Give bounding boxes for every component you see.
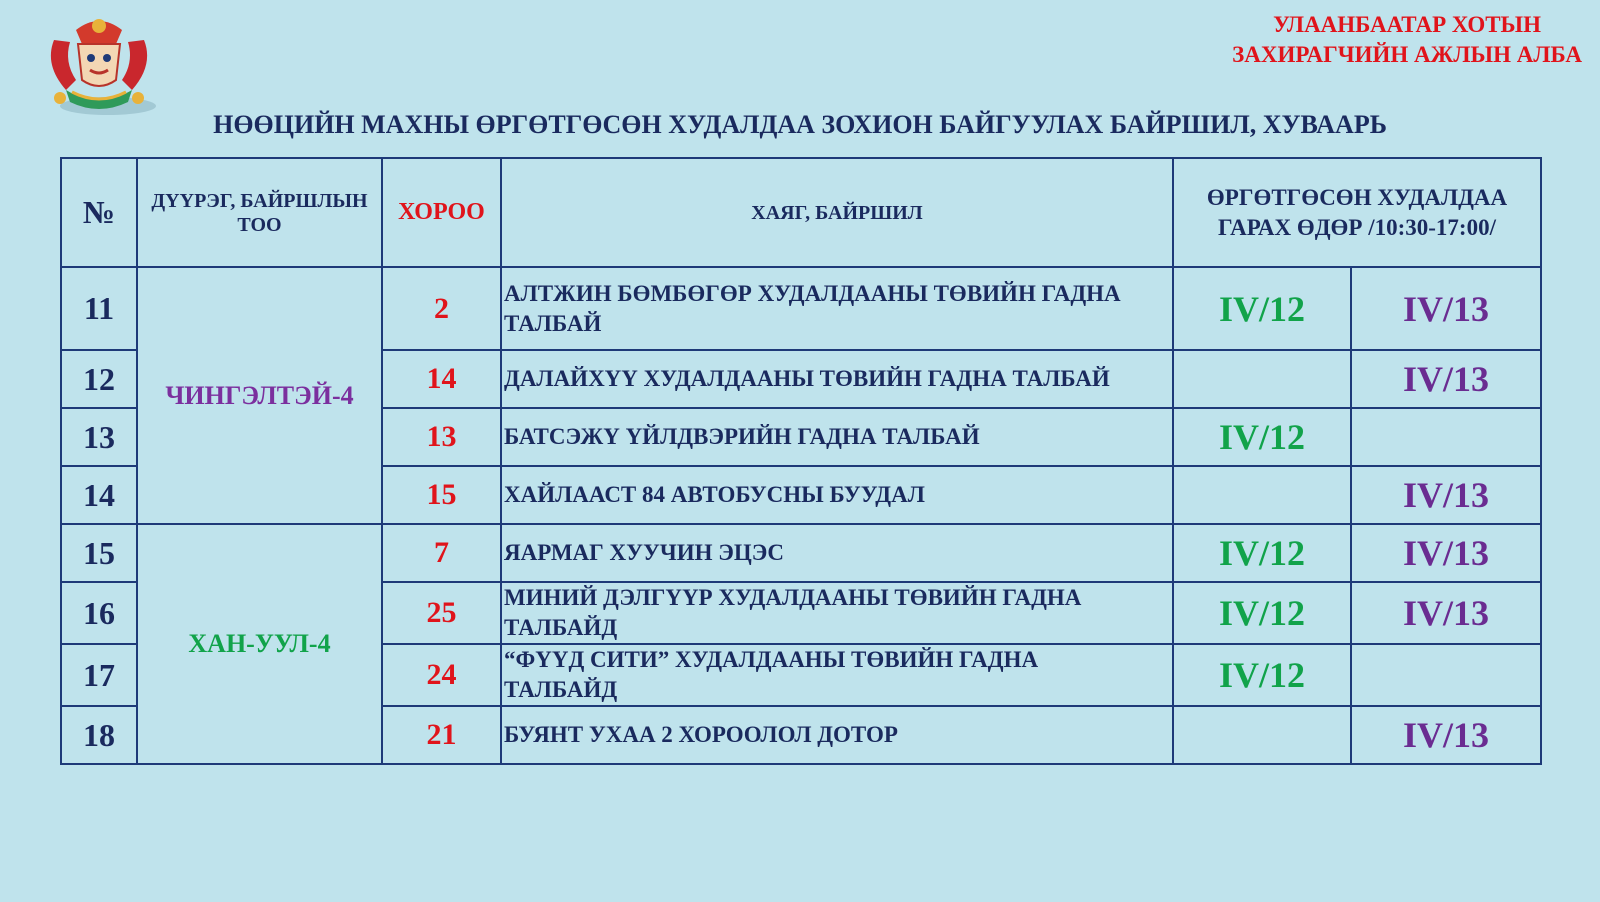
address-cell: ДАЛАЙХҮҮ ХУДАЛДААНЫ ТӨВИЙН ГАДНА ТАЛБАЙ [501, 350, 1173, 408]
header-district-line-1: ДҮҮРЭГ, БАЙРШЛЫН [151, 189, 368, 212]
header-district [137, 158, 382, 267]
table-row [61, 524, 1541, 582]
table-row [61, 267, 1541, 350]
date-iv12-cell: IV/12 [1173, 524, 1351, 582]
date-iv12-cell [1173, 706, 1351, 764]
khoroo-cell: 2 [382, 267, 501, 350]
district-khan-uul: ХАН-УУЛ-4 [137, 524, 382, 764]
address-cell [501, 267, 1173, 350]
khoroo-cell: 25 [382, 582, 501, 644]
date-iv12-cell: IV/12 [1173, 408, 1351, 466]
table-header-row [61, 158, 1541, 267]
row-number: 18 [61, 706, 137, 764]
header-number: № [61, 158, 137, 267]
address-cell: БАТСЭЖҮ ҮЙЛДВЭРИЙН ГАДНА ТАЛБАЙ [501, 408, 1173, 466]
address-cell: БУЯНТ УХАА 2 ХОРООЛОЛ ДОТОР [501, 706, 1173, 764]
khoroo-cell: 21 [382, 706, 501, 764]
address-line-2: ТАЛБАЙД [504, 615, 618, 640]
date-iv12-cell: IV/12 [1173, 267, 1351, 350]
date-iv13-cell: IV/13 [1351, 706, 1541, 764]
address-line-1: “ФҮҮД СИТИ” ХУДАЛДААНЫ ТӨВИЙН ГАДНА [504, 647, 1039, 672]
address-line-1: АЛТЖИН БӨМБӨГӨР ХУДАЛДААНЫ ТӨВИЙН ГАДНА [504, 280, 1121, 306]
row-number: 17 [61, 644, 137, 706]
header-dates [1173, 158, 1541, 267]
khoroo-cell: 7 [382, 524, 501, 582]
schedule-table [60, 157, 1542, 765]
header-dates-line-1: ӨРГӨТГӨСӨН ХУДАЛДАА [1206, 184, 1508, 210]
row-number: 15 [61, 524, 137, 582]
row-number: 12 [61, 350, 137, 408]
address-line-1: МИНИЙ ДЭЛГҮҮР ХУДАЛДААНЫ ТӨВИЙН ГАДНА [504, 585, 1082, 610]
address-cell: ЯАРМАГ ХУУЧИН ЭЦЭС [501, 524, 1173, 582]
date-iv12-cell [1173, 466, 1351, 524]
khoroo-cell: 15 [382, 466, 501, 524]
khoroo-cell: 13 [382, 408, 501, 466]
date-iv13-cell: IV/13 [1351, 524, 1541, 582]
org-line-1: УЛААНБААТАР ХОТЫН [1273, 12, 1542, 37]
header-dates-line-2: ГАРАХ ӨДӨР /10:30-17:00/ [1218, 214, 1496, 240]
khoroo-cell: 14 [382, 350, 501, 408]
date-iv12-cell: IV/12 [1173, 644, 1351, 706]
date-iv13-cell: IV/13 [1351, 267, 1541, 350]
khoroo-cell: 24 [382, 644, 501, 706]
date-iv13-cell: IV/13 [1351, 582, 1541, 644]
address-line-2: ТАЛБАЙ [504, 310, 602, 336]
address-cell [501, 582, 1173, 644]
coat-of-arms-emblem [36, 10, 162, 116]
district-chingeltei: ЧИНГЭЛТЭЙ-4 [137, 267, 382, 524]
address-cell [501, 644, 1173, 706]
org-line-2: ЗАХИРАГЧИЙН АЖЛЫН АЛБА [1232, 42, 1582, 67]
address-cell: ХАЙЛААСТ 84 АВТОБУСНЫ БУУДАЛ [501, 466, 1173, 524]
date-iv12-cell [1173, 350, 1351, 408]
date-iv13-cell [1351, 408, 1541, 466]
row-number: 11 [61, 267, 137, 350]
row-number: 14 [61, 466, 137, 524]
header-address: ХАЯГ, БАЙРШИЛ [501, 158, 1173, 267]
date-iv13-cell [1351, 644, 1541, 706]
header-district-line-2: ТОО [237, 213, 282, 236]
organization-name [1232, 10, 1582, 70]
address-line-2: ТАЛБАЙД [504, 677, 618, 702]
date-iv12-cell: IV/12 [1173, 582, 1351, 644]
date-iv13-cell: IV/13 [1351, 466, 1541, 524]
header-khoroo: ХОРОО [382, 158, 501, 267]
row-number: 16 [61, 582, 137, 644]
page-title: НӨӨЦИЙН МАХНЫ ӨРГӨТГӨСӨН ХУДАЛДАА ЗОХИОН БАЙГУУЛАХ БАЙРШИЛ, ХУВААРЬ [213, 110, 1387, 139]
row-number: 13 [61, 408, 137, 466]
date-iv13-cell: IV/13 [1351, 350, 1541, 408]
